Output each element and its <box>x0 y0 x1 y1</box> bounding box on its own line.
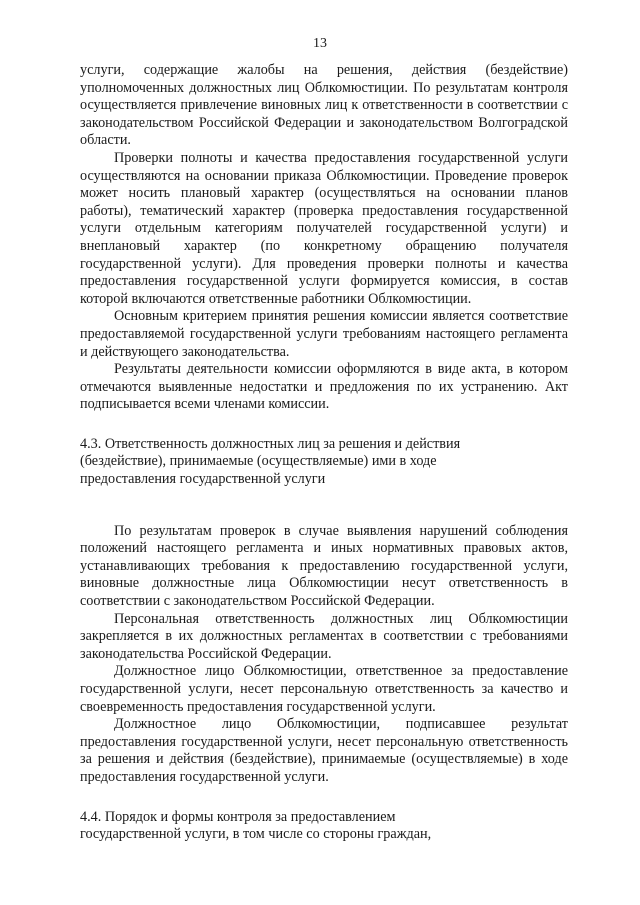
paragraph: Результаты деятельности комиссии оформляются в виде акта, в котором отмечаются выявленные недостатки и предложения по их устранению. Акт подписывается всеми членами комиссии. <box>80 361 568 413</box>
paragraph: услуги, содержащие жалобы на решения, действия (бездействие) уполномоченных должностных лиц Облкомюстиции. По результатам контроля осуществляется привлечение виновных лиц к ответственности в соответствии с законодательством Российской Федерации и законодательством Волгоградской области. <box>80 62 568 149</box>
document-body <box>80 62 568 844</box>
heading-line: 4.3. Ответственность должностных лиц за решения и действия <box>80 435 461 452</box>
paragraph: Должностное лицо Облкомюстиции, ответственное за предоставление государственной услуги, несет персональную ответственность за качество и своевременность предоставления государственной услуги. <box>80 663 568 715</box>
paragraph: Проверки полноты и качества предоставления государственной услуги осуществляются на основании приказа Облкомюстиции. Проведение проверок может носить плановый характер (осуществляться на основании планов работы), тематический характер (проверка предоставления государственной услуги отдельным категориям получателей государственной услуги) и внеплановый характер (по конкретному обращению получателя государственной услуги). Для проведения проверки полноты и качества предоставления государственной услуги формируется комиссия, в состав которой включаются ответственные работники Облкомюстиции. <box>80 149 568 307</box>
heading-line: государственной услуги, в том числе со стороны граждан, <box>80 826 432 843</box>
paragraph: Должностное лицо Облкомюстиции, подписавшее результат предоставления государственной услуги, несет персональную ответственность за решения и действия (бездействие), принимаемые (осуществляемые) в ходе предоставления государственной услуги. <box>80 716 568 785</box>
heading-line: 4.4. Порядок и формы контроля за предоставлением <box>80 808 396 825</box>
paragraph: Персональная ответственность должностных лиц Облкомюстиции закрепляется в их должностных регламентах в соответствии с требованиями законодательства Российской Федерации. <box>80 610 568 662</box>
section-heading-4-4 <box>80 809 568 844</box>
paragraph: По результатам проверок в случае выявления нарушений соблюдения положений настоящего регламента и иных нормативных правовых актов, устанавливающих требования к предоставлению государственной услуги, виновные должностные лица Облкомюстиции несут ответственность в соответствии с законодательством Российской Федерации. <box>80 522 568 610</box>
heading-line: (бездействие), принимаемые (осуществляемые) ими в ходе <box>80 453 437 470</box>
section-heading-4-3 <box>80 436 568 489</box>
paragraph: Основным критерием принятия решения комиссии является соответствие предоставляемой государственной услуги требованиям настоящего регламента и действующего законодательства. <box>80 308 568 360</box>
heading-line: предоставления государственной услуги <box>80 471 326 488</box>
page-number: 13 <box>313 36 327 51</box>
